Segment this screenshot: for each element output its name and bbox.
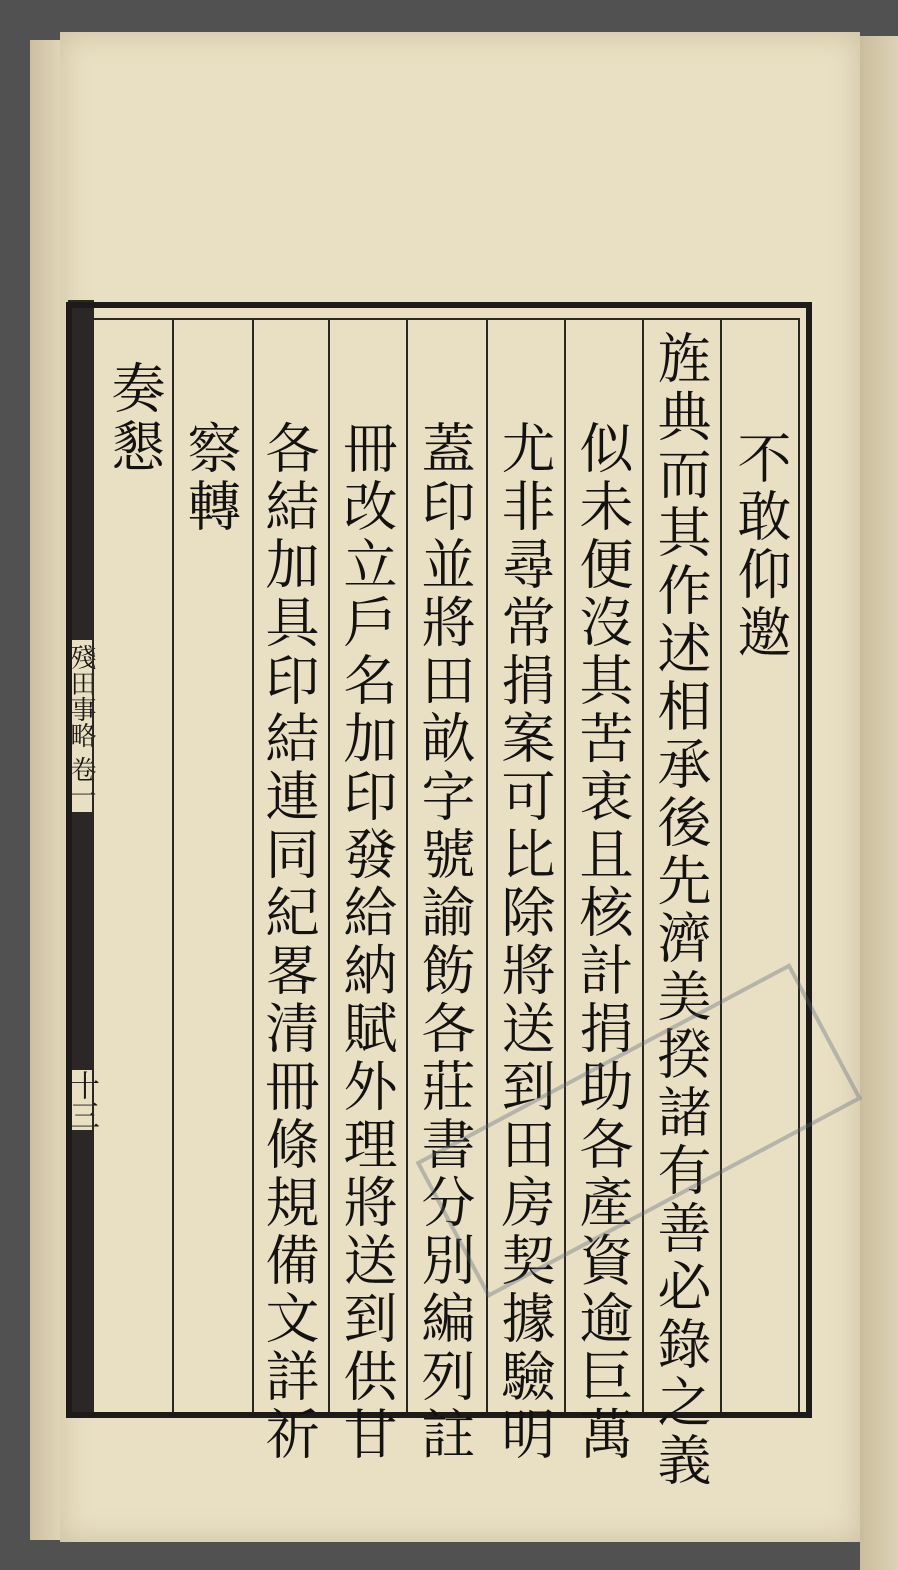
column-rule <box>564 318 566 1412</box>
text-column-3: 似未便沒其苦衷且核計捐助各產資逾巨萬 <box>571 420 634 1464</box>
text-column-4: 尤非尋常捐案可比除將送到田房契據驗明 <box>493 420 556 1464</box>
text-column-2: 旌典而其作述相承後先濟美揆諸有善必錄之義 <box>649 330 712 1490</box>
column-rule <box>172 318 174 1412</box>
column-rule <box>642 318 644 1412</box>
column-rule <box>406 318 408 1412</box>
facing-page-edge <box>860 36 898 1570</box>
text-column-8: 察轉 <box>179 420 242 536</box>
text-column-9: 奏懇 <box>103 360 166 476</box>
folio-number: 十三 <box>64 1070 99 1130</box>
column-rule <box>252 318 254 1412</box>
text-column-1: 不敢仰邀 <box>729 430 792 662</box>
text-column-5: 蓋印並將田畝字號諭飭各莊書分別編列註 <box>413 420 476 1464</box>
fold-title: 殘田事略 卷一 <box>66 640 96 812</box>
text-column-6: 冊改立戶名加印發給納賦外理將送到供甘 <box>335 420 398 1464</box>
column-rule <box>720 318 722 1412</box>
column-rule <box>486 318 488 1412</box>
text-column-7: 各結加具印結連同紀畧清冊條規備文詳祈 <box>257 420 320 1464</box>
column-rule <box>328 318 330 1412</box>
